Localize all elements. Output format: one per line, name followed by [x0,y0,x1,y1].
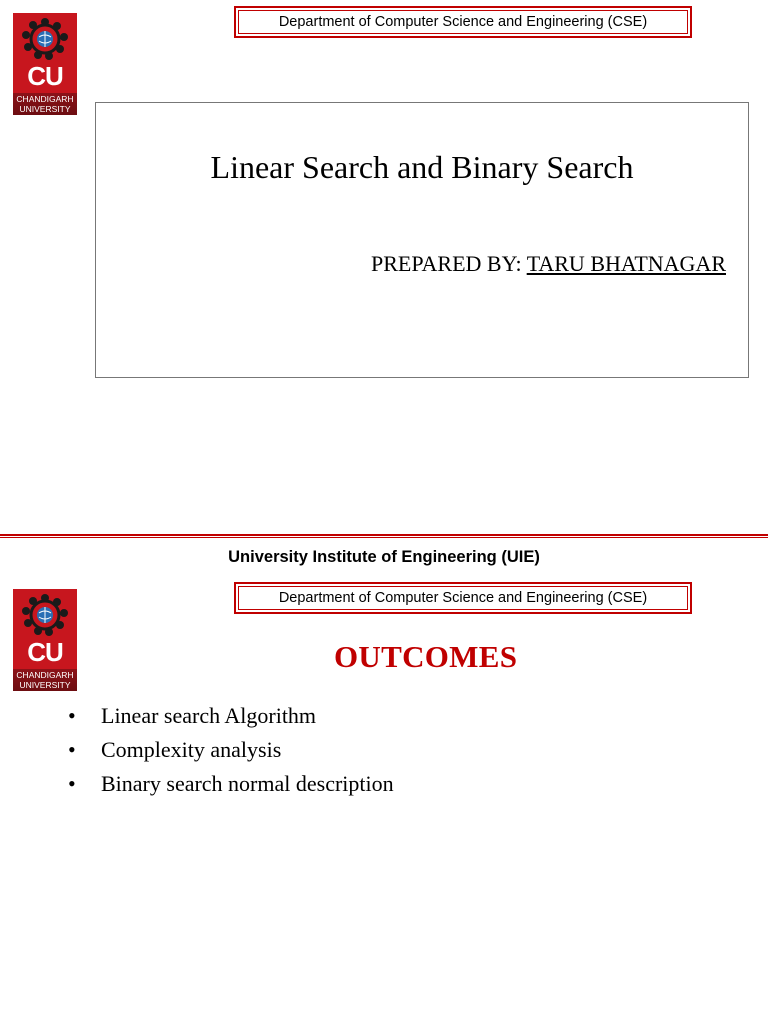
slide-outcomes [0,512,768,1024]
bullet-symbol: • [68,703,76,728]
department-name: Department of Computer Science and Engineering (CSE) [278,590,648,606]
logo-university-name [13,93,77,115]
logo-name-line1: CHANDIGARH [16,670,74,680]
list-item [68,737,394,771]
gear-ring-globe-icon [19,18,71,62]
logo-name-line1: CHANDIGARH [16,94,74,104]
list-item [68,771,394,805]
bullet-symbol: • [68,737,76,762]
list-item-text: Linear search Algorithm [101,703,317,728]
logo-name-line2: UNIVERSITY [19,680,71,690]
header-rule [0,534,768,538]
list-item [68,703,394,737]
logo-mark: CU [27,637,63,667]
prepared-by [371,251,726,277]
outcomes-list [68,703,394,805]
title-box [95,102,749,378]
department-banner [234,582,692,614]
list-item-text: Complexity analysis [101,737,282,762]
institute-name: University Institute of Engineering (UIE) [228,548,540,566]
logo-mark: CU [27,61,63,91]
cu-logo [13,13,77,115]
prepared-by-label: PREPARED BY: [370,251,522,276]
bullet-symbol: • [68,771,76,796]
author-name: TARU BHATNAGAR [526,251,726,276]
department-banner [234,6,692,38]
list-item-text: Binary search normal description [101,771,394,796]
gear-ring-globe-icon [19,594,71,638]
logo-name-line2: UNIVERSITY [19,104,71,114]
logo-university-name [13,669,77,691]
slide-title-text: Linear Search and Binary Search [210,149,634,185]
department-name: Department of Computer Science and Engineering (CSE) [278,14,648,30]
cu-logo [13,589,77,691]
outcomes-heading: OUTCOMES [334,639,518,674]
